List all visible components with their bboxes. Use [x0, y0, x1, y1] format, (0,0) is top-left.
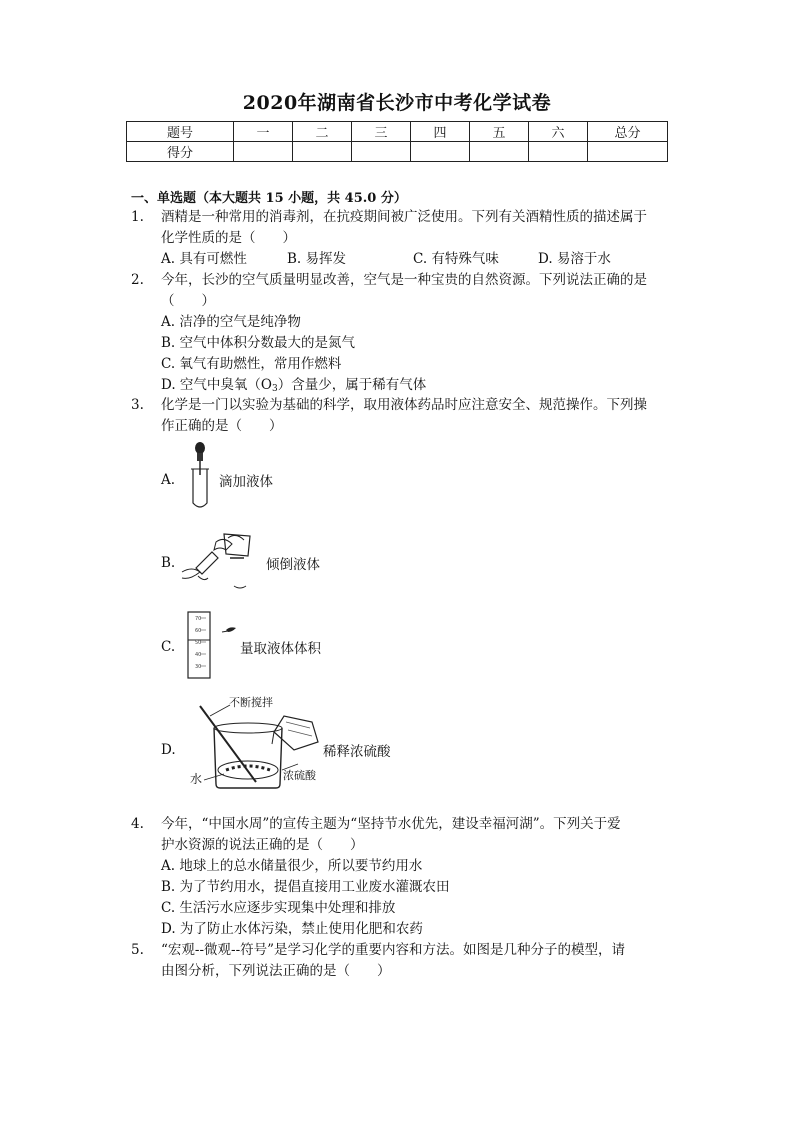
score-cell: [588, 142, 668, 162]
score-cell: 六: [529, 122, 588, 142]
figure-annotation: 水: [190, 772, 203, 786]
option-b: B. 为了节约用水，提倡直接用工业废水灌溉农田: [161, 879, 450, 895]
option-d: D. 易溶于水: [538, 251, 611, 267]
score-cell: 五: [470, 122, 529, 142]
question-number: 4.: [131, 816, 144, 832]
score-cell: [411, 142, 470, 162]
question-number: 3.: [131, 397, 144, 413]
question-text: （ ）: [161, 293, 215, 309]
figure-annotation: 浓硫酸: [283, 769, 316, 782]
figure-annotation: 不断搅拌: [229, 696, 273, 709]
question-4: [131, 814, 671, 940]
score-cell: [529, 142, 588, 162]
question-5: [131, 940, 671, 984]
question-number: 1.: [131, 209, 144, 225]
option-d: D. 为了防止水体污染，禁止使用化肥和农药: [161, 921, 423, 937]
option-a: A. 地球上的总水储量很少，所以要节约用水: [161, 858, 423, 874]
score-table-header-row: [127, 122, 668, 142]
score-cell: [293, 142, 352, 162]
score-table: [126, 121, 668, 162]
option-a: A. 具有可燃性: [161, 251, 247, 267]
pouring-liquid-figure: [178, 528, 258, 598]
question-text: “宏观--微观--符号”是学习化学的重要内容和方法。如图是几种分子的模型，请: [161, 942, 626, 958]
figure-label: 量取液体体积: [240, 641, 321, 657]
option-b: B.: [161, 555, 176, 571]
score-cell: [234, 142, 293, 162]
score-cell: 总分: [588, 122, 668, 142]
option-d: D.: [161, 742, 176, 758]
section-heading: 一、单选题（本大题共 15 小题，共 45.0 分）: [131, 191, 407, 206]
question-text: 由图分析，下列说法正确的是（ ）: [161, 963, 391, 979]
option-c: C. 生活污水应逐步实现集中处理和排放: [161, 900, 396, 916]
option-c: C. 有特殊气味: [413, 251, 499, 267]
score-table-score-row: [127, 142, 668, 162]
question-text: 化学是一门以实验为基础的科学，取用液体药品时应注意安全、规范操作。下列操: [161, 397, 647, 413]
page-title: 2020年湖南省长沙市中考化学试卷: [242, 92, 552, 114]
figure-label: 稀释浓硫酸: [323, 744, 391, 760]
option-d: D. 空气中臭氧$(O_3)$含量少，属于稀有气体: [161, 377, 427, 394]
score-cell: [352, 142, 411, 162]
question-number: 5.: [131, 942, 144, 958]
question-text: 酒精是一种常用的消毒剂，在抗疫期间被广泛使用。下列有关酒精性质的描述属于: [161, 209, 647, 225]
tick-label: 50: [195, 640, 202, 646]
option-a: A.: [161, 472, 176, 488]
tick-label: 70: [195, 616, 202, 622]
graduated-cylinder-figure: [182, 610, 242, 682]
tick-label: 30: [195, 664, 202, 670]
question-text: 作正确的是（ ）: [161, 418, 283, 434]
option-c: C.: [161, 639, 176, 655]
question-number: 2.: [131, 272, 144, 288]
question-3: [131, 395, 671, 439]
question-1: [131, 207, 671, 277]
option-b: B. 易挥发: [287, 251, 347, 267]
question-2: [131, 270, 671, 400]
figure-label: 倾倒液体: [266, 557, 320, 573]
option-a: A. 洁净的空气是纯净物: [161, 314, 301, 330]
figure-label: 滴加液体: [219, 474, 273, 490]
dropper-testtube-figure: [186, 441, 216, 511]
question-text: 今年，长沙的空气质量明显改善，空气是一种宝贵的自然资源。下列说法正确的是: [161, 272, 647, 288]
option-b: B. 空气中体积分数最大的是氮气: [161, 335, 356, 351]
question-text: 今年，“中国水周”的宣传主题为“坚持节水优先，建设幸福河湖”。下列关于爱: [161, 816, 621, 832]
option-c: C. 氧气有助燃性，常用作燃料: [161, 356, 342, 372]
score-cell: 四: [411, 122, 470, 142]
score-cell: 一: [234, 122, 293, 142]
question-text: 化学性质的是（ ）: [161, 230, 296, 246]
score-cell: 得分: [127, 142, 234, 162]
tick-label: 60: [195, 628, 202, 634]
score-cell: [470, 142, 529, 162]
score-cell: 二: [293, 122, 352, 142]
score-cell: 题号: [127, 122, 234, 142]
question-text: 护水资源的说法正确的是（ ）: [161, 837, 364, 853]
score-cell: 三: [352, 122, 411, 142]
tick-label: 40: [195, 652, 202, 658]
